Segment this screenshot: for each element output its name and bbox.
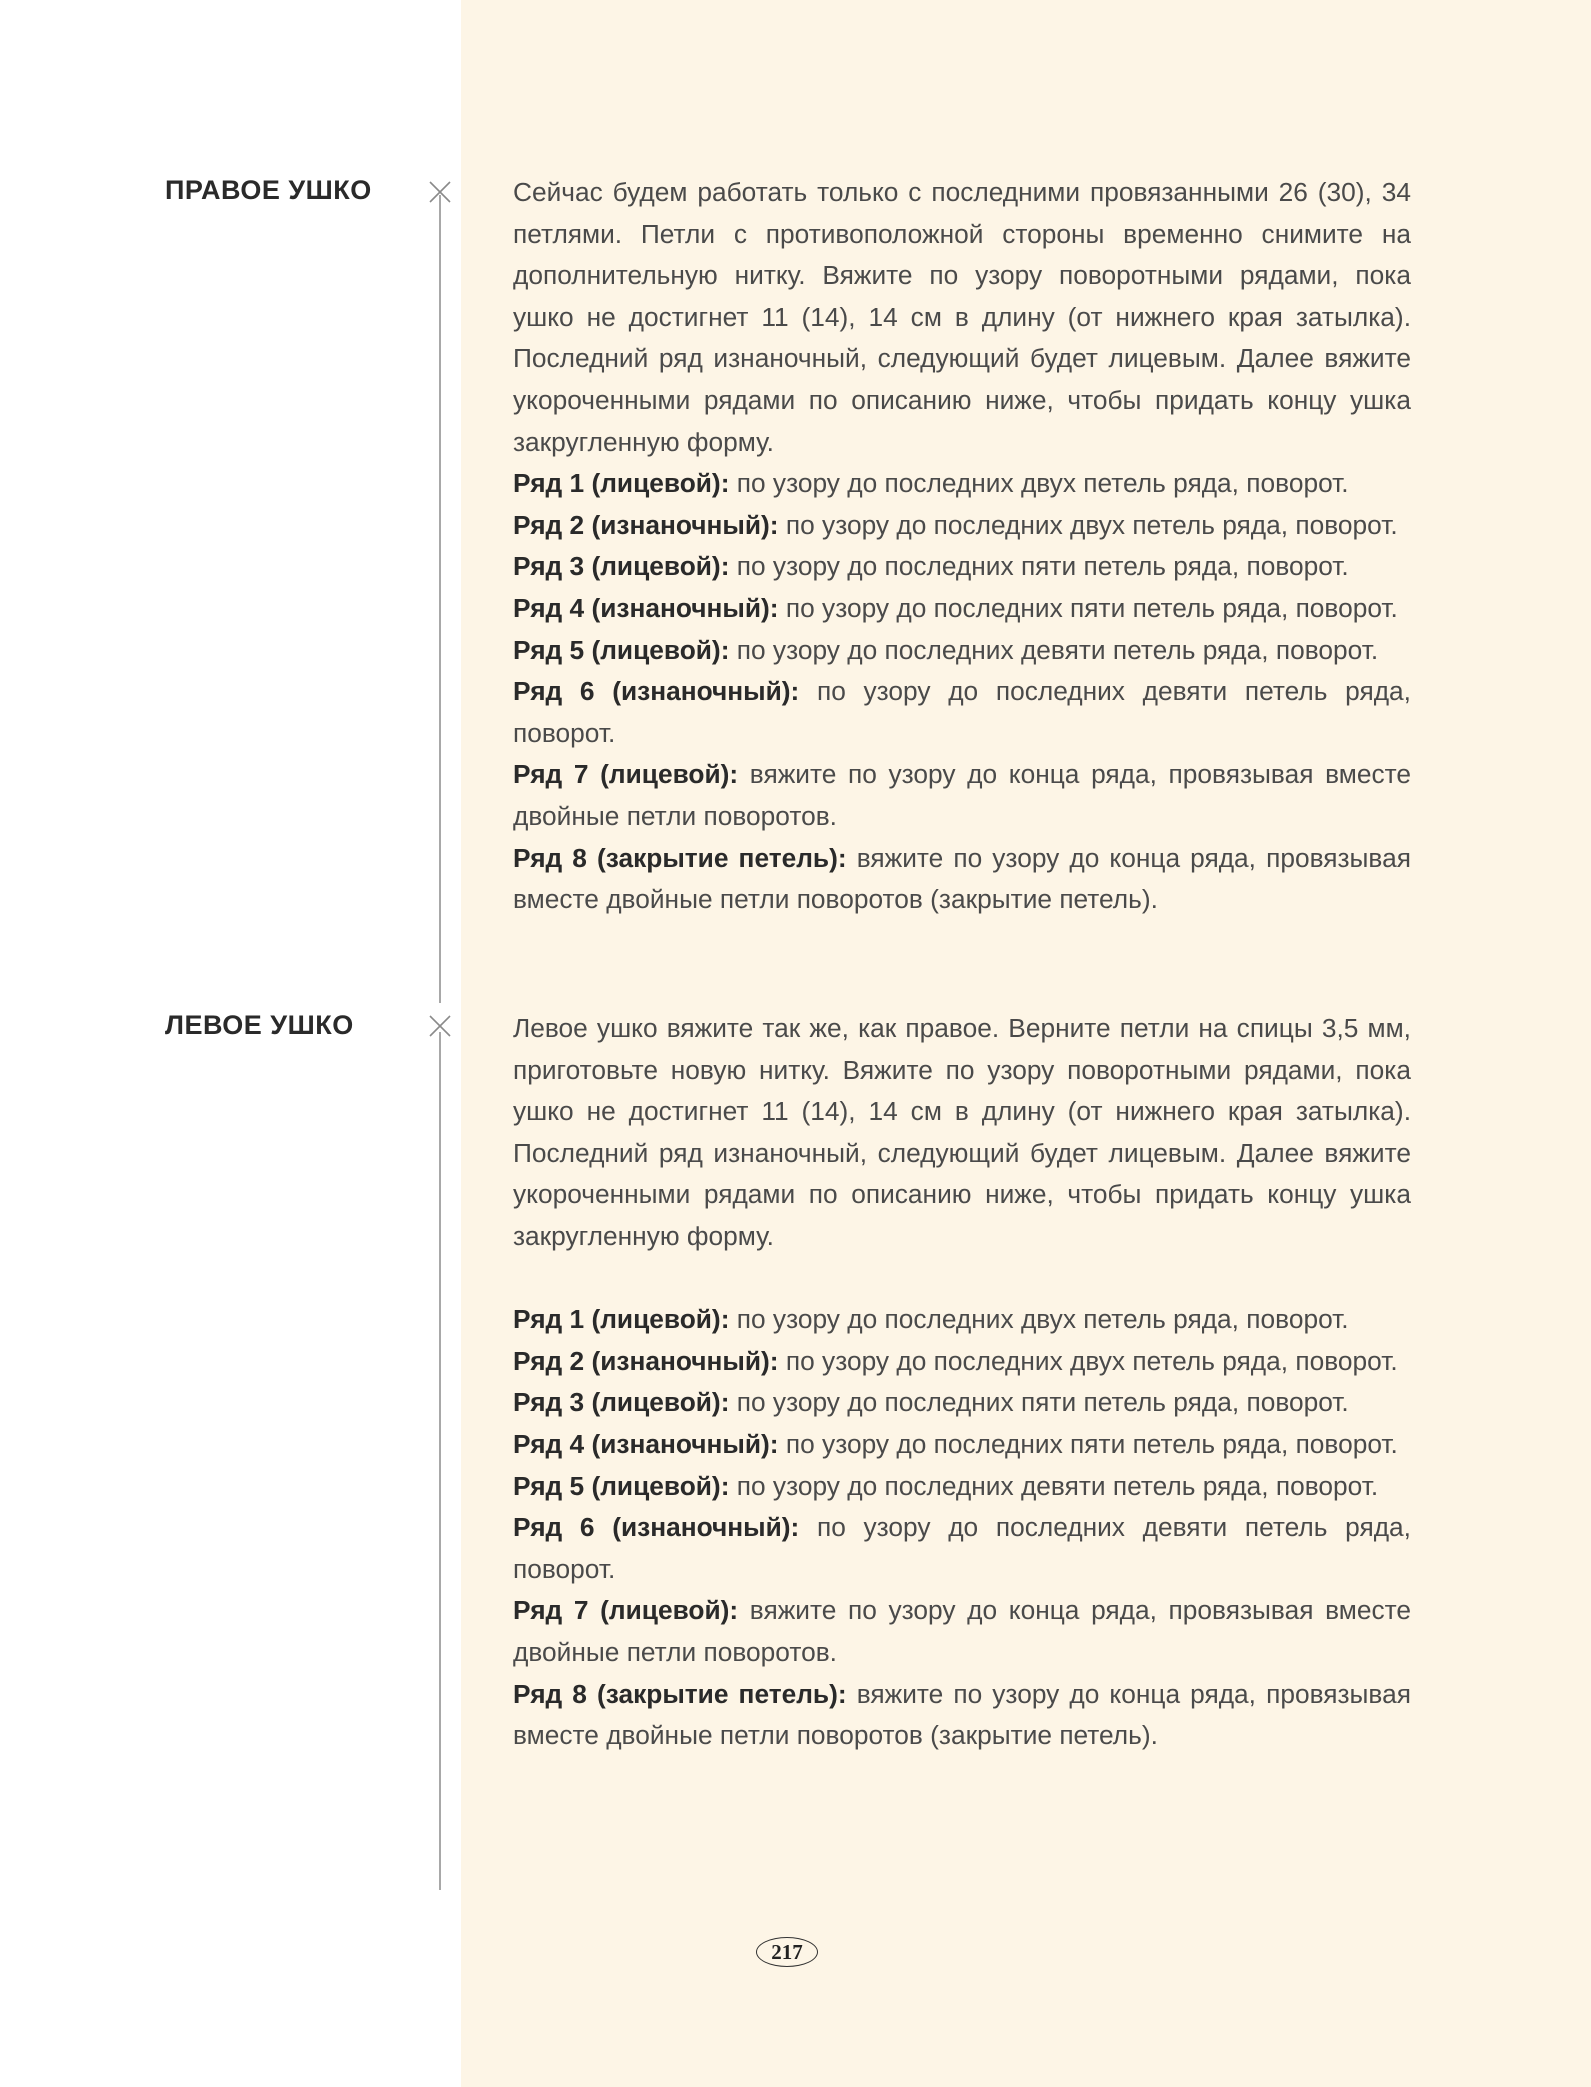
cross-marker-icon	[426, 178, 454, 206]
instruction-row	[513, 1382, 1411, 1424]
row-text: по узору до последних девяти петель ряда, поворот.	[729, 1470, 1379, 1501]
row-label: Ряд 6 (изнаночный):	[513, 1512, 800, 1543]
row-label: Ряд 1 (лицевой):	[513, 468, 730, 499]
row-label: Ряд 5 (лицевой):	[513, 1470, 730, 1501]
row-label: Ряд 3 (лицевой):	[513, 1387, 730, 1418]
section-title-right-ear: ПРАВОЕ УШКО	[165, 175, 372, 205]
row-label: Ряд 2 (изнаночный):	[513, 509, 779, 540]
row-label: Ряд 8 (закрытие петель):	[513, 1678, 847, 1709]
instruction-row	[513, 1341, 1411, 1383]
vertical-rule-bottom	[439, 1032, 441, 1890]
instruction-row	[513, 463, 1411, 505]
section-body-right-ear	[513, 172, 1411, 921]
row-text: по узору до последних пяти петель ряда, поворот.	[778, 592, 1398, 623]
instruction-row	[513, 1299, 1411, 1341]
row-text: по узору до последних двух петель ряда, поворот.	[778, 509, 1398, 540]
instruction-row	[513, 1424, 1411, 1466]
instruction-row	[513, 588, 1411, 630]
instruction-row	[513, 505, 1411, 547]
row-label: Ряд 4 (изнаночный):	[513, 592, 779, 623]
paragraph-spacer	[513, 1258, 1411, 1300]
vertical-rule-top	[439, 195, 441, 1003]
row-label: Ряд 6 (изнаночный):	[513, 676, 800, 707]
instruction-row	[513, 1507, 1411, 1590]
row-label: Ряд 1 (лицевой):	[513, 1304, 730, 1335]
cross-marker-icon	[426, 1012, 454, 1040]
row-text: по узору до последних пяти петель ряда, поворот.	[729, 551, 1349, 582]
row-label: Ряд 7 (лицевой):	[513, 759, 739, 790]
row-text: вяжите по узору до конца ряда, провязывая вместе двойные петли поворотов (закрытие петель).	[513, 842, 1411, 915]
instruction-row	[513, 754, 1411, 837]
row-text: вяжите по узору до конца ряда, провязывая вместе двойные петли поворотов.	[513, 759, 1412, 831]
section-intro: Сейчас будем работать только с последними провязанными 26 (30), 34 петлями. Петли с противоположной стороны временно снимите на дополнительную нитку. Вяжите по узору поворотными рядами, пока ушко не достигнет 11 (14), 14 см в длину (от нижнего края затылка). Последний ряд изнаночный, следующий будет лицевым. Далее вяжите укороченными рядами по описанию ниже, чтобы придать концу ушка закругленную форму.	[513, 177, 1411, 457]
instruction-row	[513, 546, 1411, 588]
section-intro: Левое ушко вяжите так же, как правое. Верните петли на спицы 3,5 мм, приготовьте новую нитку. Вяжите по узору поворотными рядами, пока ушко не достигнет 11 (14), 14 см в длину (от нижнего края затылка). Последний ряд изнаночный, следующий будет лицевым. Далее вяжите укороченными рядами по описанию ниже, чтобы придать концу ушка закругленную форму.	[513, 1013, 1411, 1251]
instruction-row	[513, 1466, 1411, 1508]
section-title-left-ear: ЛЕВОЕ УШКО	[165, 1010, 354, 1040]
row-text: по узору до последних двух петель ряда, поворот.	[729, 1304, 1349, 1335]
row-text: по узору до последних девяти петель ряда, поворот.	[513, 1512, 1411, 1584]
row-text: по узору до последних девяти петель ряда, поворот.	[513, 676, 1411, 748]
section-body-left-ear	[513, 1008, 1411, 1757]
row-text: вяжите по узору до конца ряда, провязывая вместе двойные петли поворотов (закрытие петель).	[513, 1678, 1411, 1751]
row-label: Ряд 3 (лицевой):	[513, 551, 730, 582]
row-text: по узору до последних девяти петель ряда, поворот.	[729, 634, 1379, 665]
row-text: по узору до последних двух петель ряда, поворот.	[729, 468, 1349, 499]
page-number: 217	[756, 1937, 818, 1967]
row-label: Ряд 8 (закрытие петель):	[513, 842, 847, 873]
row-text: по узору до последних пяти петель ряда, поворот.	[778, 1428, 1398, 1459]
instruction-row	[513, 838, 1411, 921]
row-label: Ряд 4 (изнаночный):	[513, 1428, 779, 1459]
row-label: Ряд 7 (лицевой):	[513, 1595, 739, 1626]
row-text: по узору до последних пяти петель ряда, поворот.	[729, 1387, 1349, 1418]
row-text: по узору до последних двух петель ряда, поворот.	[778, 1345, 1398, 1376]
row-label: Ряд 2 (изнаночный):	[513, 1345, 779, 1376]
row-text: вяжите по узору до конца ряда, провязывая вместе двойные петли поворотов.	[513, 1595, 1412, 1667]
instruction-row	[513, 671, 1411, 754]
instruction-row	[513, 1590, 1411, 1673]
instruction-row	[513, 1674, 1411, 1757]
row-label: Ряд 5 (лицевой):	[513, 634, 730, 665]
instruction-row	[513, 630, 1411, 672]
